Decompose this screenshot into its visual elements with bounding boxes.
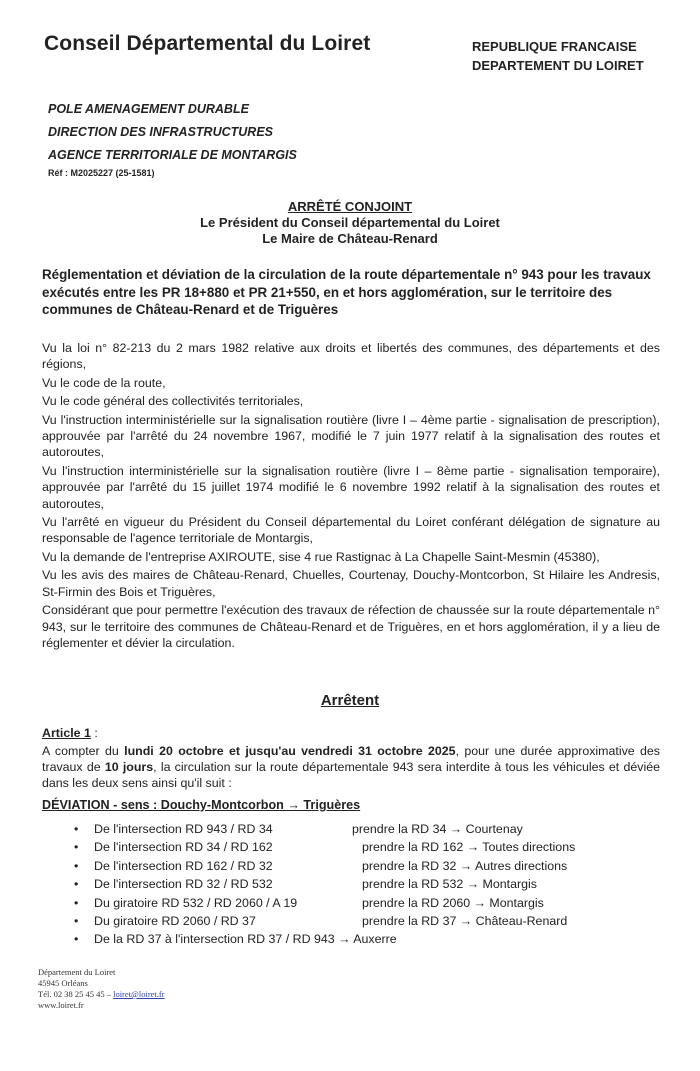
- footer-org: Département du Loiret: [38, 967, 116, 977]
- article-text-part: , la circulation sur la route départementale 943 sera interdite à tous les véhicules et déviée dans les deux sens ainsi qu'il suit :: [42, 760, 660, 790]
- visa-paragraph: Vu la loi n° 82-213 du 2 mars 1982 relative aux droits et libertés des communes, des départements et des régions,: [42, 341, 660, 372]
- deviation-from: Du giratoire RD 532 / RD 2060 / A 19: [94, 895, 298, 910]
- visas-block: [42, 340, 660, 653]
- article-text-part: , pour une durée approximative des travaux de: [42, 744, 660, 774]
- visa-paragraph: Vu l'instruction interministérielle sur la signalisation routière (livre I – 8ème partie - signalisation temporaire), approuvée par l'arrêté du 15 juillet 1974 modifié le 6 novembre 1992 relatif à la signalisation des routes et autoroutes,: [42, 463, 660, 511]
- deviation-from: De l'intersection RD 34 / RD 162: [94, 840, 273, 855]
- arrete-signatory-2: Le Maire de Château-Renard: [262, 231, 438, 246]
- arrete-heading: [0, 199, 700, 247]
- deviation-to: prendre la RD 532 → Montargis: [362, 877, 537, 892]
- article-dates: lundi 20 octobre et jusqu'au vendredi 31 octobre 2025: [124, 744, 456, 758]
- article-1-text: [42, 743, 660, 791]
- deviation-from: De l'intersection RD 162 / RD 32: [94, 858, 273, 873]
- article-1-heading: [42, 726, 98, 740]
- organization-title: Conseil Départemental du Loiret: [44, 32, 371, 55]
- footer-phone: Tél. 02 38 25 45 45 –: [38, 989, 114, 999]
- deviation-to: prendre la RD 32 → Autres directions: [362, 858, 568, 873]
- visa-paragraph: Vu le code général des collectivités territoriales,: [42, 394, 304, 409]
- bullet-icon: •: [74, 913, 79, 928]
- service-direction: DIRECTION DES INFRASTRUCTURES: [48, 125, 274, 139]
- services-block: [48, 98, 297, 167]
- footer-email-link[interactable]: loiret@loiret.fr: [113, 989, 165, 999]
- deviation-item: [0, 859, 700, 877]
- visa-paragraph: Vu la demande de l'entreprise AXIROUTE, sise 4 rue Rastignac à La Chapelle Saint-Mesmin (45380),: [42, 549, 600, 564]
- deviation-from: De l'intersection RD 32 / RD 532: [94, 877, 273, 892]
- deviation-title: DÉVIATION - sens : Douchy-Montcorbon → Triguères: [42, 798, 361, 812]
- deviation-to: prendre la RD 2060 → Montargis: [362, 895, 544, 910]
- article-1-label: Article 1: [42, 726, 91, 740]
- deviation-item: [0, 822, 700, 840]
- deviation-to: prendre la RD 37 → Château-Renard: [362, 913, 568, 928]
- visa-paragraph: Vu les avis des maires de Château-Renard, Chuelles, Courtenay, Douchy-Montcorbon, St Hilaire les Andresis, St-Firmin des Bois et Triguères,: [42, 568, 660, 599]
- article-duration: 10 jours: [104, 760, 154, 774]
- article-text-part: A compter du: [42, 744, 125, 758]
- footer-website[interactable]: www.loiret.fr: [38, 1000, 84, 1010]
- bullet-icon: •: [74, 822, 79, 836]
- deviation-from: De la RD 37 à l'intersection RD 37 / RD 943 → Auxerre: [94, 932, 397, 947]
- service-agence: AGENCE TERRITORIALE DE MONTARGIS: [48, 148, 297, 162]
- service-pole: POLE AMENAGEMENT DURABLE: [48, 102, 249, 116]
- considerant-paragraph: Considérant que pour permettre l'exécution des travaux de réfection de chaussée sur la route départementale n° 943, sur le territoire des communes de Château-Renard et de Triguères, en et hors agglomération, il y a lieu de réglementer et dévier la circulation.: [42, 603, 660, 650]
- article-1-colon: :: [90, 726, 98, 740]
- deviation-from: Du giratoire RD 2060 / RD 37: [94, 913, 256, 928]
- deviation-from: De l'intersection RD 943 / RD 34: [94, 822, 273, 836]
- deviation-item: [0, 840, 700, 858]
- republic-header: [472, 37, 644, 75]
- bullet-icon: •: [74, 895, 79, 910]
- arrete-subject: Réglementation et déviation de la circulation de la route départementale n° 943 pour les travaux exécutés entre les PR 18+880 et PR 21+550, en et hors agglomération, sur le territoire des communes de Château-Renard et de Triguères: [42, 267, 651, 317]
- bullet-icon: •: [74, 877, 79, 892]
- footer-contact: [38, 989, 165, 1000]
- arretent-heading: Arrêtent: [320, 692, 380, 709]
- arrete-title: ARRÊTÉ CONJOINT: [287, 199, 413, 214]
- department-label: DEPARTEMENT DU LOIRET: [472, 58, 644, 73]
- republic-label: REPUBLIQUE FRANCAISE: [472, 39, 637, 54]
- arrete-signatory-1: Le Président du Conseil départemental du Loiret: [200, 215, 500, 230]
- deviation-item: [0, 932, 700, 950]
- reference-number: Réf : M2025227 (25-1581): [48, 168, 155, 178]
- footer-city: 45945 Orléans: [38, 978, 88, 988]
- deviation-item: [0, 914, 700, 932]
- visa-paragraph: Vu le code de la route,: [42, 375, 166, 390]
- deviation-to: prendre la RD 34 → Courtenay: [352, 822, 523, 836]
- bullet-icon: •: [74, 932, 79, 947]
- deviation-to: prendre la RD 162 → Toutes directions: [362, 840, 576, 855]
- bullet-icon: •: [74, 858, 79, 873]
- deviation-list: [0, 822, 700, 951]
- deviation-item: [0, 877, 700, 895]
- bullet-icon: •: [74, 840, 79, 855]
- footer-address: [38, 967, 165, 1011]
- deviation-item: [0, 896, 700, 914]
- visa-paragraph: Vu l'instruction interministérielle sur la signalisation routière (livre I – 4ème partie - signalisation de prescription), approuvée par l'arrêté du 24 novembre 1967, modifié le 7 juin 1977 relatif à la signalisation des routes et autoroutes,: [42, 412, 660, 460]
- visa-paragraph: Vu l'arrêté en vigueur du Président du Conseil départemental du Loiret conférant délégation de signature au responsable de l'agence territoriale de Montargis,: [42, 515, 660, 546]
